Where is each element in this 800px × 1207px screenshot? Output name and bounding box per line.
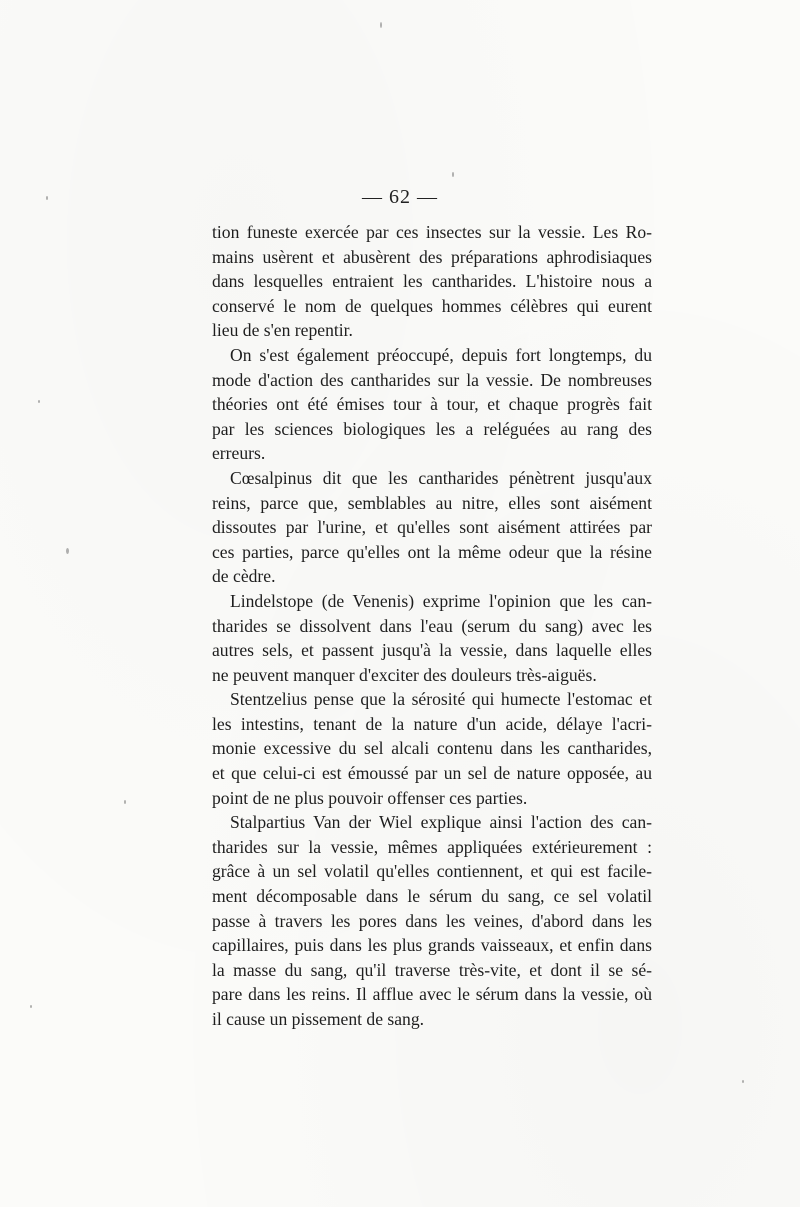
text-line: Stentzelius pense que la sérosité qui humecte l'estomac et [230,689,652,710]
page-number: — 62 — [362,186,438,208]
text-line: conservé le nom de quelques hommes célèbres qui eurent [212,295,652,316]
text-line: capillaires, puis dans les plus grands vaisseaux, et enfin dans [212,935,652,956]
text-line: dissoutes par l'urine, et qu'elles sont aisément attirées par [212,517,652,538]
text-line: Stalpartius Van der Wiel explique ainsi l'action des can- [230,812,652,833]
text-line: ment décomposable dans le sérum du sang, ce sel volatil [212,886,652,907]
text-line: reins, parce que, semblables au nitre, elles sont aisément [212,492,652,513]
text-line: ces parties, parce qu'elles ont la même odeur que la résine [212,541,652,562]
text-line: erreurs. [212,443,266,464]
text-line: grâce à un sel volatil qu'elles contiennent, et qui est facile- [212,861,652,882]
text-line: mains usèrent et abusèrent des préparations aphrodisiaques [212,246,652,267]
text-line: On s'est également préoccupé, depuis fort longtemps, du [230,344,652,365]
text-line: mode d'action des cantharides sur la vessie. De nombreuses [212,369,652,390]
text-line: les intestins, tenant de la nature d'un acide, délaye l'acri- [212,713,652,734]
text-line: Cœsalpinus dit que les cantharides pénètrent jusqu'aux [230,467,652,488]
text-line: tion funeste exercée par ces insectes sur la vessie. Les Ro- [212,222,652,242]
text-line: point de ne plus pouvoir offenser ces parties. [212,787,528,808]
text-line: ne peuvent manquer d'exciter des douleurs très-aiguës. [212,664,597,685]
text-line: théories ont été émises tour à tour, et chaque progrès fait [212,394,652,415]
body-text [212,220,652,1032]
text-line: dans lesquelles entraient les cantharides. L'histoire nous a [212,271,652,292]
text-line: et que celui-ci est émoussé par un sel de nature opposée, au [212,763,652,784]
text-line: la masse du sang, qu'il traverse très-vite, et dont il se sé- [212,959,652,980]
text-line: par les sciences biologiques les a reléguées au rang des [212,418,652,439]
text-line: pare dans les reins. Il afflue avec le sérum dans la vessie, où [212,984,652,1005]
text-line: tharides sur la vessie, mêmes appliquées extérieurement : [212,836,652,857]
text-line: passe à travers les pores dans les veines, d'abord dans les [212,910,652,931]
text-line: il cause un pissement de sang. [212,1009,425,1029]
text-line: autres sels, et passent jusqu'à la vessie, dans laquelle elles [212,640,652,661]
text-line: Lindelstope (de Venenis) exprime l'opinion que les can- [230,590,652,611]
text-line: lieu de s'en repentir. [212,320,353,341]
text-line: de cèdre. [212,566,276,587]
text-line: tharides se dissolvent dans l'eau (serum du sang) avec les [212,615,652,636]
text-line: monie excessive du sel alcali contenu dans les cantharides, [212,738,652,759]
